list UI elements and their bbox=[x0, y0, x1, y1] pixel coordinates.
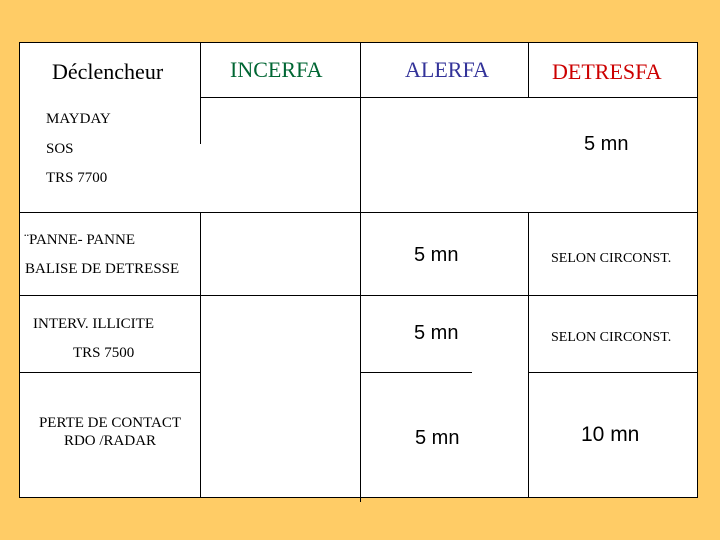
row3-alerfa-delay: 5 mn bbox=[414, 322, 459, 344]
table-line bbox=[19, 372, 201, 373]
table-line bbox=[19, 295, 698, 296]
table-line bbox=[528, 42, 529, 98]
row1-delay: 5 mn bbox=[584, 133, 629, 155]
trigger-balise: BALISE DE DETRESSE bbox=[25, 261, 180, 277]
row3-detresfa-value: SELON CIRCONST. bbox=[551, 330, 672, 345]
trigger-rdo-radar: RDO /RADAR bbox=[63, 433, 157, 449]
row4-detresfa-delay: 10 mn bbox=[581, 423, 640, 446]
table-line bbox=[200, 42, 201, 144]
table-line bbox=[528, 372, 698, 373]
trigger-mayday: MAYDAY bbox=[46, 111, 111, 127]
header-incerfa: INCERFA bbox=[230, 57, 323, 82]
trigger-interv-illicite: INTERV. ILLICITE bbox=[33, 316, 154, 332]
table-line bbox=[360, 42, 361, 502]
row2-alerfa-delay: 5 mn bbox=[414, 244, 459, 266]
trigger-trs-7500: TRS 7500 bbox=[73, 345, 135, 361]
header-trigger: Déclencheur bbox=[52, 59, 164, 84]
header-alerfa: ALERFA bbox=[405, 57, 489, 82]
trigger-perte-de-contact: PERTE DE CONTACT bbox=[38, 415, 182, 431]
table-line bbox=[528, 212, 529, 498]
trigger-panne: ¨PANNE- PANNE bbox=[24, 232, 135, 248]
trigger-trs-7700: TRS 7700 bbox=[46, 170, 108, 186]
table-line bbox=[360, 372, 472, 373]
row4-alerfa-delay: 5 mn bbox=[415, 427, 460, 449]
trigger-sos: SOS bbox=[46, 141, 74, 157]
header-detresfa: DETRESFA bbox=[552, 59, 662, 84]
table-line bbox=[200, 212, 201, 498]
table-line bbox=[200, 97, 698, 98]
row2-detresfa-value: SELON CIRCONST. bbox=[551, 251, 672, 266]
table-line bbox=[19, 212, 698, 213]
